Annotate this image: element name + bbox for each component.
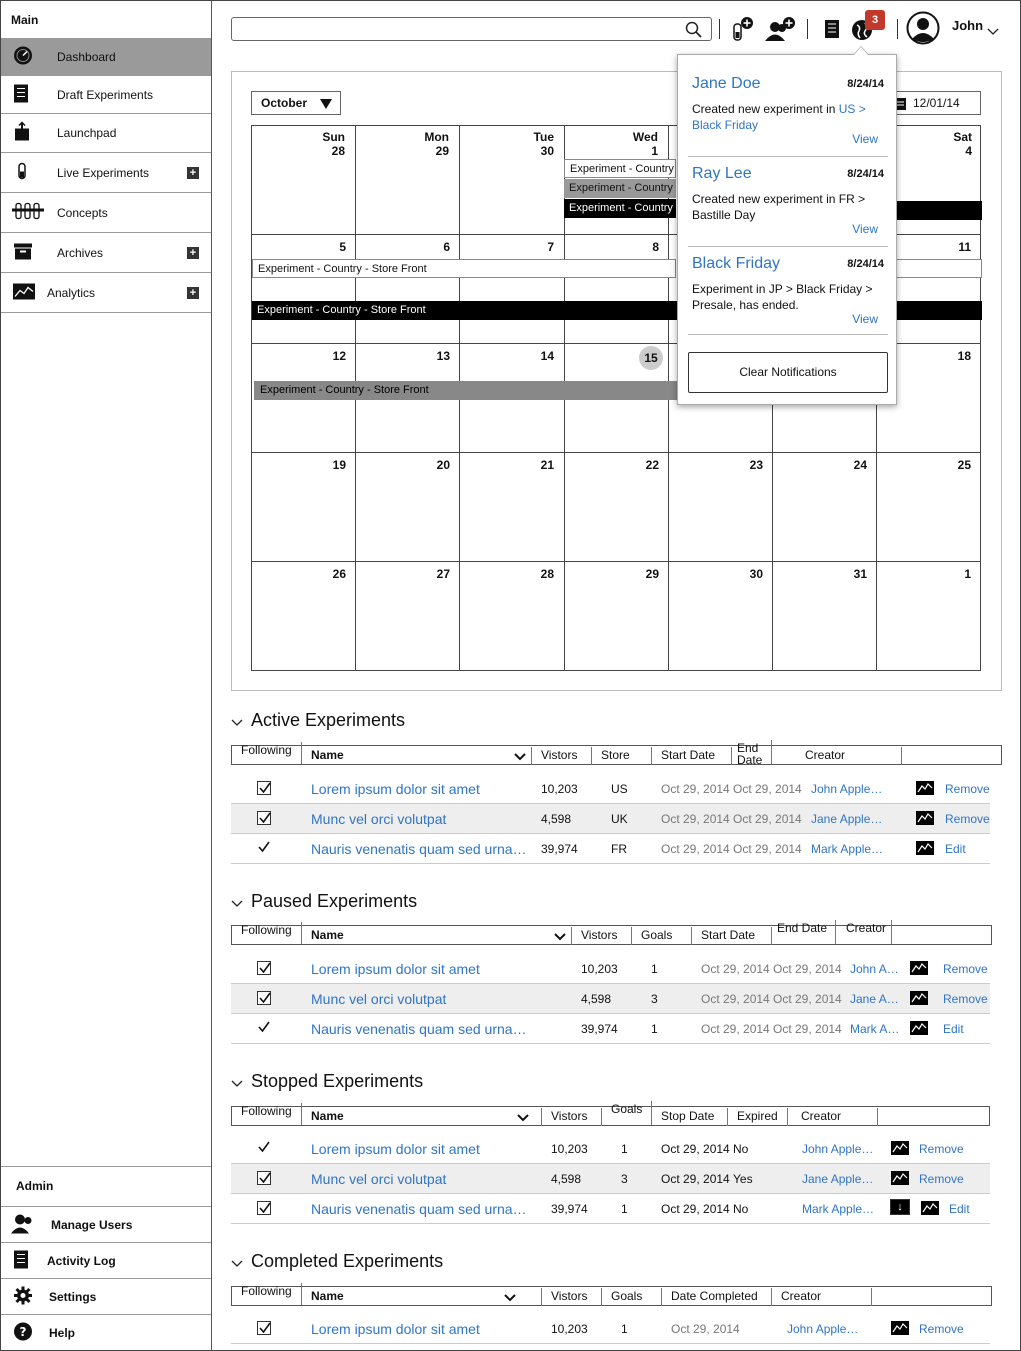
active-experiments-title: Active Experiments bbox=[251, 710, 406, 730]
column-header bbox=[902, 746, 1002, 764]
creator-link[interactable]: John Apple… bbox=[811, 782, 883, 796]
follow-checkbox[interactable] bbox=[257, 781, 271, 795]
day-number[interactable]: 19 bbox=[332, 458, 346, 472]
sidebar-item-label: Dashboard bbox=[57, 50, 116, 64]
add-user-icon[interactable] bbox=[764, 16, 796, 47]
goals-value: 1 bbox=[621, 1202, 628, 1216]
day-number[interactable]: 30 bbox=[749, 567, 763, 581]
column-header[interactable]: Vistors bbox=[532, 747, 592, 765]
follow-checkbox[interactable] bbox=[257, 841, 271, 855]
column-header[interactable]: Store bbox=[592, 747, 652, 765]
day-number[interactable]: 24 bbox=[853, 458, 867, 472]
start-date-value: Oct 29, 2014 bbox=[701, 1022, 770, 1036]
day-number[interactable]: 5 bbox=[339, 240, 346, 254]
day-number[interactable]: 23 bbox=[749, 458, 763, 472]
collapse-chevron-icon[interactable] bbox=[231, 714, 241, 724]
sidebar-item-activity-log[interactable] bbox=[1, 1243, 211, 1279]
visitors-value: 10,203 bbox=[541, 782, 578, 796]
sidebar-item-help[interactable] bbox=[1, 1315, 211, 1351]
day-number[interactable]: 14 bbox=[540, 349, 554, 363]
column-header bbox=[892, 926, 992, 944]
follow-checkbox[interactable] bbox=[257, 1201, 271, 1215]
row-action-link[interactable]: Remove bbox=[919, 1172, 964, 1186]
help-icon bbox=[13, 1322, 33, 1345]
notification-date: 8/24/14 bbox=[847, 258, 884, 270]
analytics-chart-icon[interactable] bbox=[891, 1141, 909, 1155]
day-number[interactable]: 27 bbox=[436, 567, 450, 581]
day-number[interactable]: 13 bbox=[436, 349, 450, 363]
chevron-down-icon[interactable] bbox=[554, 931, 566, 943]
end-date-value: Oct 29, 2014 bbox=[733, 842, 802, 856]
creator-link[interactable]: John Apple… bbox=[787, 1322, 859, 1336]
experiment-name-link[interactable]: Munc vel orci volutpat bbox=[311, 991, 447, 1007]
table-row[interactable] bbox=[231, 1164, 990, 1194]
notification-date: 8/24/14 bbox=[847, 168, 884, 180]
start-date-value: Oct 29, 2014 bbox=[661, 812, 730, 826]
notification-title[interactable]: Ray Lee bbox=[692, 165, 752, 182]
sidebar-item-label: Help bbox=[49, 1326, 76, 1340]
visitors-value: 10,203 bbox=[551, 1322, 588, 1336]
goals-value: 3 bbox=[621, 1172, 628, 1186]
stopped-table-header bbox=[231, 1102, 990, 1126]
column-header[interactable]: Name bbox=[302, 1288, 542, 1306]
date-completed-value: Oct 29, 2014 bbox=[671, 1322, 740, 1336]
row-action-link[interactable]: Remove bbox=[945, 812, 990, 826]
column-header[interactable]: Following bbox=[232, 1103, 302, 1125]
row-action-link[interactable]: Remove bbox=[943, 992, 988, 1006]
follow-checkbox[interactable] bbox=[257, 1171, 271, 1185]
user-name[interactable]: John bbox=[952, 18, 984, 33]
day-header-sun: Sun 28 bbox=[322, 130, 345, 158]
date-value: 12/01/14 bbox=[913, 96, 960, 110]
sidebar-item-label: Analytics bbox=[47, 285, 96, 300]
column-header[interactable]: Start Date bbox=[652, 747, 732, 765]
end-date-field[interactable] bbox=[885, 91, 981, 115]
table-row[interactable] bbox=[231, 834, 990, 864]
sidebar-item-archives[interactable] bbox=[1, 233, 211, 273]
notification-item[interactable] bbox=[688, 255, 888, 335]
stop-date-value: Oct 29, 2014 bbox=[661, 1172, 730, 1186]
row-action-link[interactable]: Remove bbox=[945, 782, 990, 796]
start-date-value: Oct 29, 2014 bbox=[661, 782, 730, 796]
visitors-value: 4,598 bbox=[551, 1172, 582, 1186]
day-number[interactable]: 28 bbox=[540, 567, 554, 581]
add-analytics-button[interactable]: + bbox=[187, 287, 199, 299]
follow-checkbox[interactable] bbox=[257, 811, 271, 825]
column-header[interactable]: Vistors bbox=[542, 1288, 602, 1306]
launch-box-icon bbox=[13, 122, 31, 145]
notifications-popover bbox=[677, 54, 897, 405]
completed-experiments-title: Completed Experiments bbox=[251, 1251, 444, 1271]
creator-link[interactable]: Jane Apple… bbox=[802, 1172, 874, 1186]
analytics-chart-icon[interactable] bbox=[921, 1201, 939, 1215]
expired-value: No bbox=[733, 1202, 749, 1216]
sidebar-item-launchpad[interactable] bbox=[1, 114, 211, 153]
completed-table-header bbox=[231, 1286, 992, 1306]
test-tubes-rack-icon bbox=[11, 202, 45, 223]
stop-date-value: Oct 29, 2014 bbox=[661, 1202, 730, 1216]
sidebar-item-manage-users[interactable] bbox=[1, 1207, 211, 1243]
sidebar bbox=[1, 1, 212, 1351]
column-header[interactable]: Following bbox=[232, 742, 302, 764]
table-row[interactable] bbox=[231, 774, 990, 804]
notification-view-link[interactable]: View bbox=[852, 222, 878, 236]
day-number[interactable]: 29 bbox=[645, 567, 659, 581]
store-value: US bbox=[611, 782, 628, 796]
calendar-event[interactable]: Experiment - Country - Store Front bbox=[254, 381, 678, 400]
calendar-event[interactable]: Experiment - Country - Store Front bbox=[252, 259, 676, 278]
main-section-title: Main bbox=[11, 13, 39, 27]
table-row[interactable] bbox=[231, 804, 990, 834]
users-icon bbox=[11, 1213, 35, 1236]
collapse-chevron-icon[interactable] bbox=[231, 895, 241, 905]
experiment-name-link[interactable]: Lorem ipsum dolor sit amet bbox=[311, 1141, 480, 1157]
dashboard-gauge-icon bbox=[13, 46, 33, 69]
column-header[interactable]: Creator bbox=[788, 1108, 878, 1126]
row-action-link[interactable]: Remove bbox=[943, 962, 988, 976]
store-value: FR bbox=[611, 842, 627, 856]
experiment-name-link[interactable]: Lorem ipsum dolor sit amet bbox=[311, 1321, 480, 1337]
notification-view-link[interactable]: View bbox=[852, 132, 878, 146]
calendar-event[interactable]: Experiment - Country - Store Front bbox=[252, 301, 982, 320]
follow-checkbox[interactable] bbox=[257, 991, 271, 1005]
chevron-down-icon[interactable] bbox=[514, 751, 526, 763]
experiment-name-link[interactable]: Munc vel orci volutpat bbox=[311, 1171, 447, 1187]
experiment-name-link[interactable]: Nauris venenatis quam sed urna… bbox=[311, 841, 527, 857]
creator-link[interactable]: Mark A… bbox=[850, 1022, 900, 1036]
day-number[interactable]: 1 bbox=[964, 567, 971, 581]
notification-link[interactable]: US > Black Friday bbox=[692, 102, 866, 132]
column-header[interactable]: Vistors bbox=[542, 1108, 602, 1126]
day-header-tue: Tue 30 bbox=[533, 130, 554, 158]
line-chart-icon bbox=[13, 283, 35, 302]
creator-link[interactable]: Mark Apple… bbox=[811, 842, 884, 856]
notification-count-badge[interactable]: 3 bbox=[865, 10, 885, 30]
notification-item[interactable] bbox=[688, 75, 888, 157]
table-row[interactable] bbox=[231, 1014, 990, 1044]
creator-link[interactable]: Mark Apple… bbox=[802, 1202, 875, 1216]
store-value: UK bbox=[611, 812, 628, 826]
analytics-chart-icon[interactable] bbox=[910, 1021, 928, 1035]
analytics-chart-icon[interactable] bbox=[910, 961, 928, 975]
analytics-chart-icon[interactable] bbox=[891, 1321, 909, 1335]
column-header[interactable]: Creator bbox=[792, 747, 902, 765]
gear-icon bbox=[13, 1285, 33, 1308]
goals-value: 1 bbox=[651, 1022, 658, 1036]
analytics-chart-icon[interactable] bbox=[910, 991, 928, 1005]
svg-text:?: ? bbox=[19, 1325, 27, 1339]
day-number[interactable]: 11 bbox=[958, 240, 971, 254]
sidebar-item-settings[interactable] bbox=[1, 1279, 211, 1315]
notification-title[interactable]: Black Friday bbox=[692, 255, 781, 272]
column-header[interactable]: Name bbox=[302, 747, 532, 765]
day-number[interactable]: 6 bbox=[443, 240, 450, 254]
end-date-value: Oct 29, 2014 bbox=[773, 992, 842, 1006]
table-row[interactable] bbox=[231, 1194, 990, 1224]
start-date-value: Oct 29, 2014 bbox=[661, 842, 730, 856]
analytics-chart-icon[interactable] bbox=[891, 1171, 909, 1185]
calendar-event[interactable]: Experiment - Country bbox=[564, 159, 676, 178]
add-live-experiment-button[interactable]: + bbox=[187, 167, 199, 179]
sidebar-item-draft-experiments[interactable] bbox=[1, 76, 211, 114]
day-number[interactable]: 25 bbox=[957, 458, 971, 472]
visitors-value: 4,598 bbox=[581, 992, 612, 1006]
notification-view-link[interactable]: View bbox=[852, 312, 878, 326]
day-number[interactable]: 7 bbox=[547, 240, 554, 254]
creator-link[interactable]: Jane Apple… bbox=[811, 812, 883, 826]
collapse-chevron-icon[interactable] bbox=[231, 1255, 241, 1265]
notification-text: Created new experiment in US > Black Friday bbox=[692, 102, 866, 132]
sidebar-item-label: Manage Users bbox=[51, 1217, 133, 1232]
day-number[interactable]: 21 bbox=[540, 458, 554, 472]
sidebar-item-live-experiments[interactable] bbox=[1, 153, 211, 193]
column-header[interactable]: End Date bbox=[772, 920, 836, 944]
notification-title[interactable]: Jane Doe bbox=[692, 75, 761, 92]
follow-checkbox[interactable] bbox=[257, 1021, 271, 1035]
column-header[interactable]: Name bbox=[302, 1108, 542, 1126]
visitors-value: 10,203 bbox=[581, 962, 618, 976]
notification-item[interactable] bbox=[688, 165, 888, 247]
notification-text: Experiment in JP > Black Friday > Presale, has ended. bbox=[692, 282, 873, 312]
column-header[interactable]: Creator bbox=[772, 1288, 872, 1306]
table-row[interactable] bbox=[231, 1314, 990, 1344]
start-date-value: Oct 29, 2014 bbox=[701, 992, 770, 1006]
calendar-event-continuation[interactable] bbox=[892, 259, 982, 278]
column-header[interactable]: End Date bbox=[732, 740, 772, 764]
visitors-value: 4,598 bbox=[541, 812, 572, 826]
paused-table-header bbox=[231, 921, 992, 945]
chevron-down-icon[interactable] bbox=[504, 1292, 516, 1304]
follow-checkbox[interactable] bbox=[257, 1141, 271, 1155]
day-number[interactable]: 22 bbox=[645, 458, 659, 472]
paused-experiments-title: Paused Experiments bbox=[251, 891, 418, 911]
search-input[interactable] bbox=[231, 17, 712, 41]
column-header[interactable]: Name bbox=[302, 927, 572, 945]
table-row[interactable] bbox=[231, 954, 990, 984]
active-table-header bbox=[231, 741, 1002, 765]
creator-link[interactable]: John A… bbox=[850, 962, 899, 976]
column-header[interactable]: Following bbox=[232, 1283, 302, 1305]
experiment-name-link[interactable]: Lorem ipsum dolor sit amet bbox=[311, 781, 480, 797]
end-date-value: Oct 29, 2014 bbox=[733, 782, 802, 796]
add-archive-button[interactable]: + bbox=[187, 247, 199, 259]
activity-log-icon[interactable] bbox=[824, 19, 840, 44]
goals-value: 1 bbox=[621, 1142, 628, 1156]
notification-text: Created new experiment in FR > Bastille Day bbox=[692, 192, 866, 222]
admin-section-title: Admin bbox=[16, 1179, 54, 1193]
day-number[interactable]: 8 bbox=[652, 240, 659, 254]
column-header[interactable]: Following bbox=[232, 922, 302, 944]
row-action-link[interactable]: Remove bbox=[919, 1322, 964, 1336]
day-number[interactable]: 26 bbox=[332, 567, 346, 581]
sidebar-item-analytics[interactable] bbox=[1, 273, 211, 313]
visitors-value: 39,974 bbox=[551, 1202, 588, 1216]
chevron-down-icon[interactable] bbox=[517, 1112, 529, 1124]
creator-link[interactable]: John Apple… bbox=[802, 1142, 874, 1156]
column-header[interactable]: Date Completed bbox=[662, 1288, 772, 1306]
day-number[interactable]: 12 bbox=[332, 349, 346, 363]
calendar-event[interactable]: Experiment - Country bbox=[564, 179, 676, 198]
test-tube-icon bbox=[13, 161, 31, 184]
expired-value: No bbox=[733, 1142, 749, 1156]
sidebar-item-label: Settings bbox=[49, 1289, 97, 1304]
download-icon[interactable]: ↓ bbox=[890, 1199, 910, 1215]
day-header-mon: Mon 29 bbox=[424, 130, 449, 158]
sidebar-item-label: Activity Log bbox=[47, 1253, 116, 1268]
stopped-experiments-title: Stopped Experiments bbox=[251, 1071, 424, 1091]
calendar-event[interactable]: Experiment - Country bbox=[564, 199, 676, 218]
column-header[interactable]: Goals bbox=[602, 1101, 652, 1125]
row-action-link[interactable]: Edit bbox=[949, 1202, 970, 1216]
chevron-down-icon[interactable] bbox=[987, 23, 999, 41]
start-date-value: Oct 29, 2014 bbox=[701, 962, 770, 976]
column-header bbox=[872, 1287, 992, 1305]
day-header-sat: Sat 4 bbox=[953, 130, 972, 158]
sidebar-item-concepts[interactable] bbox=[1, 193, 211, 233]
column-header[interactable]: Start Date bbox=[692, 927, 772, 945]
follow-checkbox[interactable] bbox=[257, 1321, 271, 1335]
notification-date: 8/24/14 bbox=[847, 78, 884, 90]
row-action-link[interactable]: Edit bbox=[943, 1022, 964, 1036]
month-dropdown[interactable] bbox=[251, 91, 341, 115]
end-date-value: Oct 29, 2014 bbox=[733, 812, 802, 826]
visitors-value: 10,203 bbox=[551, 1142, 588, 1156]
month-label: October bbox=[261, 96, 308, 110]
expired-value: Yes bbox=[733, 1172, 753, 1186]
column-header[interactable]: Creator bbox=[836, 920, 892, 944]
experiment-name-link[interactable]: Nauris venenatis quam sed urna… bbox=[311, 1021, 527, 1037]
sidebar-item-label: Live Experiments bbox=[57, 165, 150, 180]
day-number[interactable]: 31 bbox=[853, 567, 867, 581]
clear-notifications-button[interactable]: Clear Notifications bbox=[688, 352, 888, 393]
end-date-value: Oct 29, 2014 bbox=[773, 962, 842, 976]
follow-checkbox[interactable] bbox=[257, 961, 271, 975]
sidebar-item-label: Archives bbox=[57, 245, 104, 260]
calendar-event-continuation[interactable] bbox=[892, 201, 982, 220]
experiment-name-link[interactable]: Lorem ipsum dolor sit amet bbox=[311, 961, 480, 977]
creator-link[interactable]: Jane A… bbox=[850, 992, 899, 1006]
table-row[interactable] bbox=[231, 984, 990, 1014]
table-row[interactable] bbox=[231, 1134, 990, 1164]
add-experiment-icon[interactable] bbox=[731, 16, 755, 47]
column-header[interactable]: Goals bbox=[602, 1288, 662, 1306]
row-action-link[interactable]: Remove bbox=[919, 1142, 964, 1156]
document-icon bbox=[13, 83, 29, 106]
goals-value: 1 bbox=[651, 962, 658, 976]
archive-box-icon bbox=[13, 242, 33, 263]
collapse-chevron-icon[interactable] bbox=[231, 1075, 241, 1085]
avatar[interactable] bbox=[906, 11, 940, 50]
visitors-value: 39,974 bbox=[581, 1022, 618, 1036]
analytics-chart-icon[interactable] bbox=[916, 811, 934, 825]
sidebar-item-label: Launchpad bbox=[57, 126, 117, 140]
day-header-wed: Wed 1 bbox=[632, 130, 658, 158]
visitors-value: 39,974 bbox=[541, 842, 578, 856]
day-number[interactable]: 20 bbox=[436, 458, 450, 472]
sidebar-item-label: Concepts bbox=[57, 205, 108, 220]
sidebar-item-label: Draft Experiments bbox=[57, 87, 154, 102]
triangle-down-icon bbox=[320, 98, 332, 112]
experiment-name-link[interactable]: Nauris venenatis quam sed urna… bbox=[311, 1201, 527, 1217]
log-document-icon bbox=[13, 1249, 29, 1272]
column-header[interactable]: Expired bbox=[728, 1108, 788, 1126]
row-action-link[interactable]: Edit bbox=[945, 842, 966, 856]
goals-value: 3 bbox=[651, 992, 658, 1006]
column-header[interactable]: Stop Date bbox=[652, 1108, 728, 1126]
analytics-chart-icon[interactable] bbox=[916, 841, 934, 855]
analytics-chart-icon[interactable] bbox=[916, 781, 934, 795]
day-number[interactable]: 18 bbox=[957, 349, 971, 363]
stop-date-value: Oct 29, 2014 bbox=[661, 1142, 730, 1156]
today-day-number[interactable]: 15 bbox=[639, 346, 663, 370]
column-header bbox=[878, 1107, 990, 1125]
search-icon[interactable] bbox=[685, 21, 703, 44]
end-date-value: Oct 29, 2014 bbox=[773, 1022, 842, 1036]
experiment-name-link[interactable]: Munc vel orci volutpat bbox=[311, 811, 447, 827]
column-header[interactable]: Vistors bbox=[572, 927, 632, 945]
sidebar-item-dashboard[interactable] bbox=[1, 39, 211, 76]
goals-value: 1 bbox=[621, 1322, 628, 1336]
column-header[interactable]: Goals bbox=[632, 927, 692, 945]
